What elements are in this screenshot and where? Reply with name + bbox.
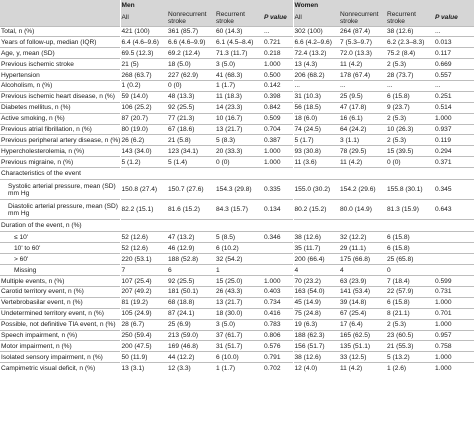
cell-w-rec: 28 (73.7) [386,70,434,81]
row-label: Age, y, mean (SD) [0,48,120,59]
cell-m-non: 21 (5.8) [167,135,215,146]
cell-w-rec: 22 (57.9) [386,286,434,297]
cell-m-rec: 15 (25.0) [215,276,263,287]
cell-w-all: 18 (6.0) [293,113,339,124]
row-label: Diabetes mellitus, n (%) [0,102,120,113]
cell-m-all: 21 (5) [120,59,167,70]
row-label: Missing [0,265,120,276]
cell-m-non: 12 (3.3) [167,363,215,374]
row-label: Carotid territory event, n (%) [0,286,120,297]
cell-m-p [263,265,293,276]
cell-m-non: 361 (85.7) [167,26,215,37]
cell-w-non: 11 (4.2) [339,363,386,374]
table-row [0,70,474,81]
cell-w-non: 17 (6.4) [339,319,386,330]
cell-w-all: 45 (14.9) [293,297,339,308]
cell-m-rec: 1 (1.7) [215,363,263,374]
cell-w-non: 29 (11.1) [339,243,386,254]
table-row [0,91,474,102]
row-label: Previous ischemic heart disease, n (%) [0,91,120,102]
cell-w-all: 93 (30.8) [293,146,339,157]
header-women-recurrent: Recurrent stroke [386,10,434,26]
cell-m-rec: 1 (1.7) [215,80,263,91]
cell-w-non: 47 (17.8) [339,102,386,113]
cell-m-rec: 6 (10.0) [215,352,263,363]
cell-m-non: 188 (52.8) [167,254,215,265]
row-label: Hypertension [0,70,120,81]
cell-m-non: 87 (24.1) [167,308,215,319]
cell-m-rec: 5 (8.5) [215,232,263,243]
cell-w-p: 0.119 [434,135,474,146]
cell-m-p: 0.346 [263,232,293,243]
cell-m-all: 6.4 (4.6–9.6) [120,37,167,48]
cell-w-non: 72.0 (13.3) [339,48,386,59]
cell-m-rec: 3 (5.0) [215,59,263,70]
cell-w-rec: 15 (39.5) [386,146,434,157]
cell-m-all: 52 (12.6) [120,243,167,254]
table-row [0,113,474,124]
cell-w-non: 78 (29.5) [339,146,386,157]
cell-w-non: 67 (25.4) [339,308,386,319]
cell-w-p: 0.599 [434,276,474,287]
row-label: Multiple events, n (%) [0,276,120,287]
cell-w-all: 72.4 (13.2) [293,48,339,59]
cell-w-rec: 38 (12.6) [386,26,434,37]
cell-w-p: 0.643 [434,200,474,220]
cell-w-rec: 75.2 (8.4) [386,48,434,59]
cell-w-p: 0.557 [434,70,474,81]
cell-m-p [263,254,293,265]
section-row [0,220,474,232]
cell-w-non: 33 (12.5) [339,352,386,363]
cell-m-non: 69.2 (12.4) [167,48,215,59]
cell-m-all: 106 (25.2) [120,102,167,113]
cell-w-p: ... [434,26,474,37]
cell-m-rec: 84.3 (15.7) [215,200,263,220]
cell-w-rec: 6 (15.8) [386,91,434,102]
cell-m-non: 150.7 (27.6) [167,180,215,200]
cell-w-non: 7 (5.3–9.7) [339,37,386,48]
table-row [0,363,474,374]
cell-m-all: 250 (59.4) [120,330,167,341]
cell-w-non: 141 (53.4) [339,286,386,297]
cell-m-rec: 31 (51.7) [215,341,263,352]
cell-m-p: 1.000 [263,157,293,168]
cell-m-rec: 154.3 (29.8) [215,180,263,200]
cell-w-rec: 1 (2.6) [386,363,434,374]
table-row [0,265,474,276]
table-row [0,37,474,48]
cell-m-non: 181 (50.1) [167,286,215,297]
row-label: ≤ 10' [0,232,120,243]
cell-w-all: 11 (3.6) [293,157,339,168]
cell-w-all: 6.6 (4.2–9.6) [293,37,339,48]
cell-w-rec: 21 (55.3) [386,341,434,352]
cell-m-p: 0.134 [263,200,293,220]
cell-w-rec: 6 (15.8) [386,243,434,254]
cell-w-rec: 0 (0) [386,157,434,168]
cell-m-p: ... [263,26,293,37]
cell-m-all: 150.8 (27.4) [120,180,167,200]
header-women-nonrecurrent: Nonrecurrent stroke [339,10,386,26]
row-label: Previous peripheral artery disease, n (%) [1,136,120,144]
cell-m-p: 0.403 [263,286,293,297]
cell-w-all: 200 (66.4) [293,254,339,265]
cell-w-p [434,265,474,276]
cell-m-non: 67 (18.6) [167,124,215,135]
cell-m-all: 59 (14.0) [120,91,167,102]
cell-w-p: 0.731 [434,286,474,297]
cell-m-all: 143 (34.0) [120,146,167,157]
cell-m-all: 421 (100) [120,26,167,37]
table-row [0,157,474,168]
cell-w-p: 1.000 [434,319,474,330]
cell-m-rec: 3 (5.0) [215,319,263,330]
cell-m-p: 0.721 [263,37,293,48]
table-row [0,330,474,341]
cell-w-non: 154.2 (29.6) [339,180,386,200]
table-row [0,26,474,37]
cell-m-p: 1.000 [263,276,293,287]
cell-m-rec: 20 (33.3) [215,146,263,157]
cell-w-non: 135 (51.1) [339,341,386,352]
table-row [0,297,474,308]
table-row [0,276,474,287]
cell-w-non: 11 (4.2) [339,59,386,70]
cell-w-all: 31 (10.3) [293,91,339,102]
cell-m-p: 0.806 [263,330,293,341]
row-label: 10' to 60' [0,243,120,254]
cell-m-all: 87 (20.7) [120,113,167,124]
table-row [0,180,474,200]
cell-w-all: 35 (11.7) [293,243,339,254]
table-row [0,341,474,352]
cell-w-rec: 6 (15.8) [386,232,434,243]
cell-m-all: 52 (12.6) [120,232,167,243]
cell-w-all: 13 (4.3) [293,59,339,70]
row-label: Isolated sensory impairment, n (%) [0,352,120,363]
cell-w-non: 80.0 (14.9) [339,200,386,220]
table-row [0,232,474,243]
header-blank [0,10,120,26]
cell-m-rec: 6.1 (4.5–8.4) [215,37,263,48]
cell-w-all: 4 [293,265,339,276]
cell-m-non: 47 (13.2) [167,232,215,243]
header-group-row [0,0,474,10]
cell-w-p: 0.371 [434,157,474,168]
cell-m-non: 213 (59.0) [167,330,215,341]
row-label: Systolic arterial pressure, mean (SD) mm Hg [0,180,120,200]
row-label: Alcoholism, n (%) [0,80,120,91]
cell-w-all: 5 (1.7) [293,135,339,146]
cell-w-rec: 7 (18.4) [386,276,434,287]
header-men-nonrecurrent: Nonrecurrent stroke [167,10,215,26]
cell-m-all: 107 (25.4) [120,276,167,287]
cell-m-all: 82.2 (15.1) [120,200,167,220]
cell-m-all: 69.5 (12.3) [120,48,167,59]
cell-w-p: ... [434,80,474,91]
cell-m-non: 123 (34.1) [167,146,215,157]
cell-m-rec: 60 (14.3) [215,26,263,37]
cell-w-non: 3 (1.1) [339,135,386,146]
row-label: Motor impairment, n (%) [0,341,120,352]
header-women-pvalue: P value [434,10,474,26]
cell-w-p: 0.294 [434,146,474,157]
cell-w-non: 16 (6.1) [339,113,386,124]
table-row [0,308,474,319]
cell-w-rec: 5 (13.2) [386,352,434,363]
cell-m-non: 6.6 (4.6–9.9) [167,37,215,48]
cell-m-rec: 13 (21.7) [215,124,263,135]
cell-w-non: 11 (4.2) [339,157,386,168]
cell-w-rec: 10 (26.3) [386,124,434,135]
cell-m-p: 1.000 [263,59,293,70]
cell-m-p: 0.842 [263,102,293,113]
cell-m-rec: 1 [215,265,263,276]
cell-m-p: 0.416 [263,308,293,319]
cell-m-p: 0.576 [263,341,293,352]
cell-m-non: 46 (12.9) [167,243,215,254]
cell-m-non: 44 (12.2) [167,352,215,363]
cell-w-all: 206 (68.2) [293,70,339,81]
table-row [0,80,474,91]
table-row [0,124,474,135]
table-row [0,243,474,254]
cell-m-rec: 26 (43.3) [215,286,263,297]
cell-w-non: 165 (62.5) [339,330,386,341]
cell-m-all: 80 (19.0) [120,124,167,135]
row-label: Undetermined territory event, n (%) [0,308,120,319]
cell-w-p: 1.000 [434,363,474,374]
cell-w-non: ... [339,80,386,91]
cell-m-all: 200 (47.5) [120,341,167,352]
cell-m-p: 0.387 [263,135,293,146]
cell-m-all: 105 (24.9) [120,308,167,319]
cell-m-non: 92 (25.5) [167,102,215,113]
cell-m-all: 26 (6.2) [120,135,167,146]
cell-m-all: 1 (0.2) [120,80,167,91]
cell-w-all: 163 (54.0) [293,286,339,297]
table-row [0,59,474,70]
row-label: Hypercholesterolemia, n (%) [0,146,120,157]
table-row [0,135,474,146]
header-blank [0,0,120,10]
header-columns-row [0,10,474,26]
header-women-all: All [293,10,339,26]
table-row [0,200,474,220]
cell-w-rec: 23 (60.5) [386,330,434,341]
cell-m-non: 169 (46.8) [167,341,215,352]
cell-m-p: 0.500 [263,70,293,81]
cell-m-rec: 37 (61.7) [215,330,263,341]
cell-m-p: 0.218 [263,48,293,59]
cell-m-all: 13 (3.1) [120,363,167,374]
cell-m-all: 81 (19.2) [120,297,167,308]
cell-w-all: 38 (12.6) [293,232,339,243]
cell-m-rec: 71.3 (11.7) [215,48,263,59]
cell-m-all: 268 (63.7) [120,70,167,81]
row-label: Previous atrial fibrillation, n (%) [0,124,120,135]
cell-m-p: 0.783 [263,319,293,330]
cell-w-p [434,243,474,254]
cell-m-rec: 41 (68.3) [215,70,263,81]
cell-w-p: 1.000 [434,352,474,363]
cell-w-rec: 2 (5.3) [386,113,434,124]
cell-m-p: 0.734 [263,297,293,308]
cell-m-non: 68 (18.8) [167,297,215,308]
table-row [0,286,474,297]
cell-m-non: 48 (13.3) [167,91,215,102]
cell-w-all: 75 (24.8) [293,308,339,319]
cell-w-p: 0.117 [434,48,474,59]
cell-w-non: 178 (67.4) [339,70,386,81]
cell-m-rec: 6 (10.2) [215,243,263,254]
section-heading: Characteristics of the event [0,168,474,180]
row-label: Possible, not definitive TIA event, n (%) [0,319,120,330]
cell-m-non: 6 [167,265,215,276]
cell-m-rec: 5 (8.3) [215,135,263,146]
cell-w-rec: 2 (5.3) [386,135,434,146]
cell-w-non: 264 (87.4) [339,26,386,37]
cell-w-p: 0.937 [434,124,474,135]
header-men: Men [120,0,293,10]
cell-w-rec: 0 [386,265,434,276]
cell-w-all: 188 (62.3) [293,330,339,341]
cell-m-rec: 0 (0) [215,157,263,168]
cell-w-non: 39 (14.8) [339,297,386,308]
cell-w-rec: 2 (5.3) [386,59,434,70]
cell-w-p: 0.251 [434,91,474,102]
table-row [0,319,474,330]
cell-w-all: ... [293,80,339,91]
cell-w-all: 74 (24.5) [293,124,339,135]
cell-w-rec: 9 (23.7) [386,102,434,113]
section-heading: Duration of the event, n (%) [0,220,474,232]
cell-m-non: 18 (5.0) [167,59,215,70]
cell-w-p: 0.345 [434,180,474,200]
cell-m-p: 0.142 [263,80,293,91]
row-label: > 60' [0,254,120,265]
row-label: Diastolic arterial pressure, mean (SD) mm Hg [0,200,120,220]
cell-w-all: 302 (100) [293,26,339,37]
cell-w-p [434,254,474,265]
cell-w-non: 4 [339,265,386,276]
cell-w-p [434,232,474,243]
cell-m-p: 0.398 [263,91,293,102]
cell-w-all: 12 (4.0) [293,363,339,374]
cell-w-all: 19 (6.3) [293,319,339,330]
cell-w-all: 70 (23.2) [293,276,339,287]
cell-w-p: 0.514 [434,102,474,113]
table-row [0,146,474,157]
cell-m-all: 7 [120,265,167,276]
cell-m-all: 28 (6.7) [120,319,167,330]
cell-w-rec: 8 (21.1) [386,308,434,319]
cell-m-p: 0.704 [263,124,293,135]
cell-w-p: 0.669 [434,59,474,70]
row-label: Total, n (%) [0,26,120,37]
cell-m-non: 5 (1.4) [167,157,215,168]
cell-m-p: 0.509 [263,113,293,124]
cell-w-rec: 155.8 (30.1) [386,180,434,200]
cell-w-non: 32 (12.2) [339,232,386,243]
cell-w-p: 0.957 [434,330,474,341]
cell-w-all: 156 (51.7) [293,341,339,352]
row-label: Active smoking, n (%) [0,113,120,124]
cell-m-p: 0.791 [263,352,293,363]
row-label: Previous ischemic stroke [0,59,120,70]
cell-w-all: 56 (18.5) [293,102,339,113]
row-label: Previous migraine, n (%) [0,157,120,168]
cell-m-rec: 11 (18.3) [215,91,263,102]
cell-m-rec: 32 (54.2) [215,254,263,265]
cell-m-non: 227 (62.9) [167,70,215,81]
cell-m-all: 5 (1.2) [120,157,167,168]
cell-m-rec: 14 (23.3) [215,102,263,113]
table-row [0,102,474,113]
table-row [0,352,474,363]
cell-m-non: 0 (0) [167,80,215,91]
cell-w-p: 1.000 [434,297,474,308]
cell-m-rec: 18 (30.0) [215,308,263,319]
cell-m-p: 0.335 [263,180,293,200]
table-row [0,254,474,265]
cell-w-non: 175 (66.8) [339,254,386,265]
row-label: Years of follow-up, median (IQR) [0,37,120,48]
cell-w-rec: 6 (15.8) [386,297,434,308]
cell-w-non: 25 (9.5) [339,91,386,102]
cell-m-rec: 13 (21.7) [215,297,263,308]
cell-w-all: 38 (12.6) [293,352,339,363]
cell-w-all: 155.0 (30.2) [293,180,339,200]
header-women: Women [293,0,474,10]
cell-m-non: 25 (6.9) [167,319,215,330]
cell-w-p: 0.013 [434,37,474,48]
cell-m-p: 1.000 [263,146,293,157]
cell-w-non: 63 (23.9) [339,276,386,287]
table-row [0,48,474,59]
row-label: Campimetric visual deficit, n (%) [0,363,120,374]
cell-m-p [263,243,293,254]
cell-m-all: 207 (49.2) [120,286,167,297]
cell-m-all: 220 (53.1) [120,254,167,265]
header-men-recurrent: Recurrent stroke [215,10,263,26]
cell-m-non: 92 (25.5) [167,276,215,287]
cell-m-non: 81.6 (15.2) [167,200,215,220]
row-label: Speech impairment, n (%) [0,330,120,341]
cell-w-rec: 2 (5.3) [386,319,434,330]
cell-w-non: 64 (24.2) [339,124,386,135]
cell-m-p: 0.702 [263,363,293,374]
cell-w-rec: 81.3 (15.9) [386,200,434,220]
header-men-all: All [120,10,167,26]
row-label: Vertebrobasilar event, n (%) [0,297,120,308]
cell-w-p: 0.701 [434,308,474,319]
cell-w-rec: 25 (65.8) [386,254,434,265]
header-men-pvalue: P value [263,10,293,26]
cell-m-rec: 10 (16.7) [215,113,263,124]
cell-m-non: 77 (21.3) [167,113,215,124]
cell-w-all: 80.2 (15.2) [293,200,339,220]
cell-w-p: 1.000 [434,113,474,124]
cell-w-p: 0.758 [434,341,474,352]
cell-w-rec: ... [386,80,434,91]
cell-w-rec: 6.2 (2.3–8.3) [386,37,434,48]
section-row [0,168,474,180]
cell-m-all: 50 (11.9) [120,352,167,363]
